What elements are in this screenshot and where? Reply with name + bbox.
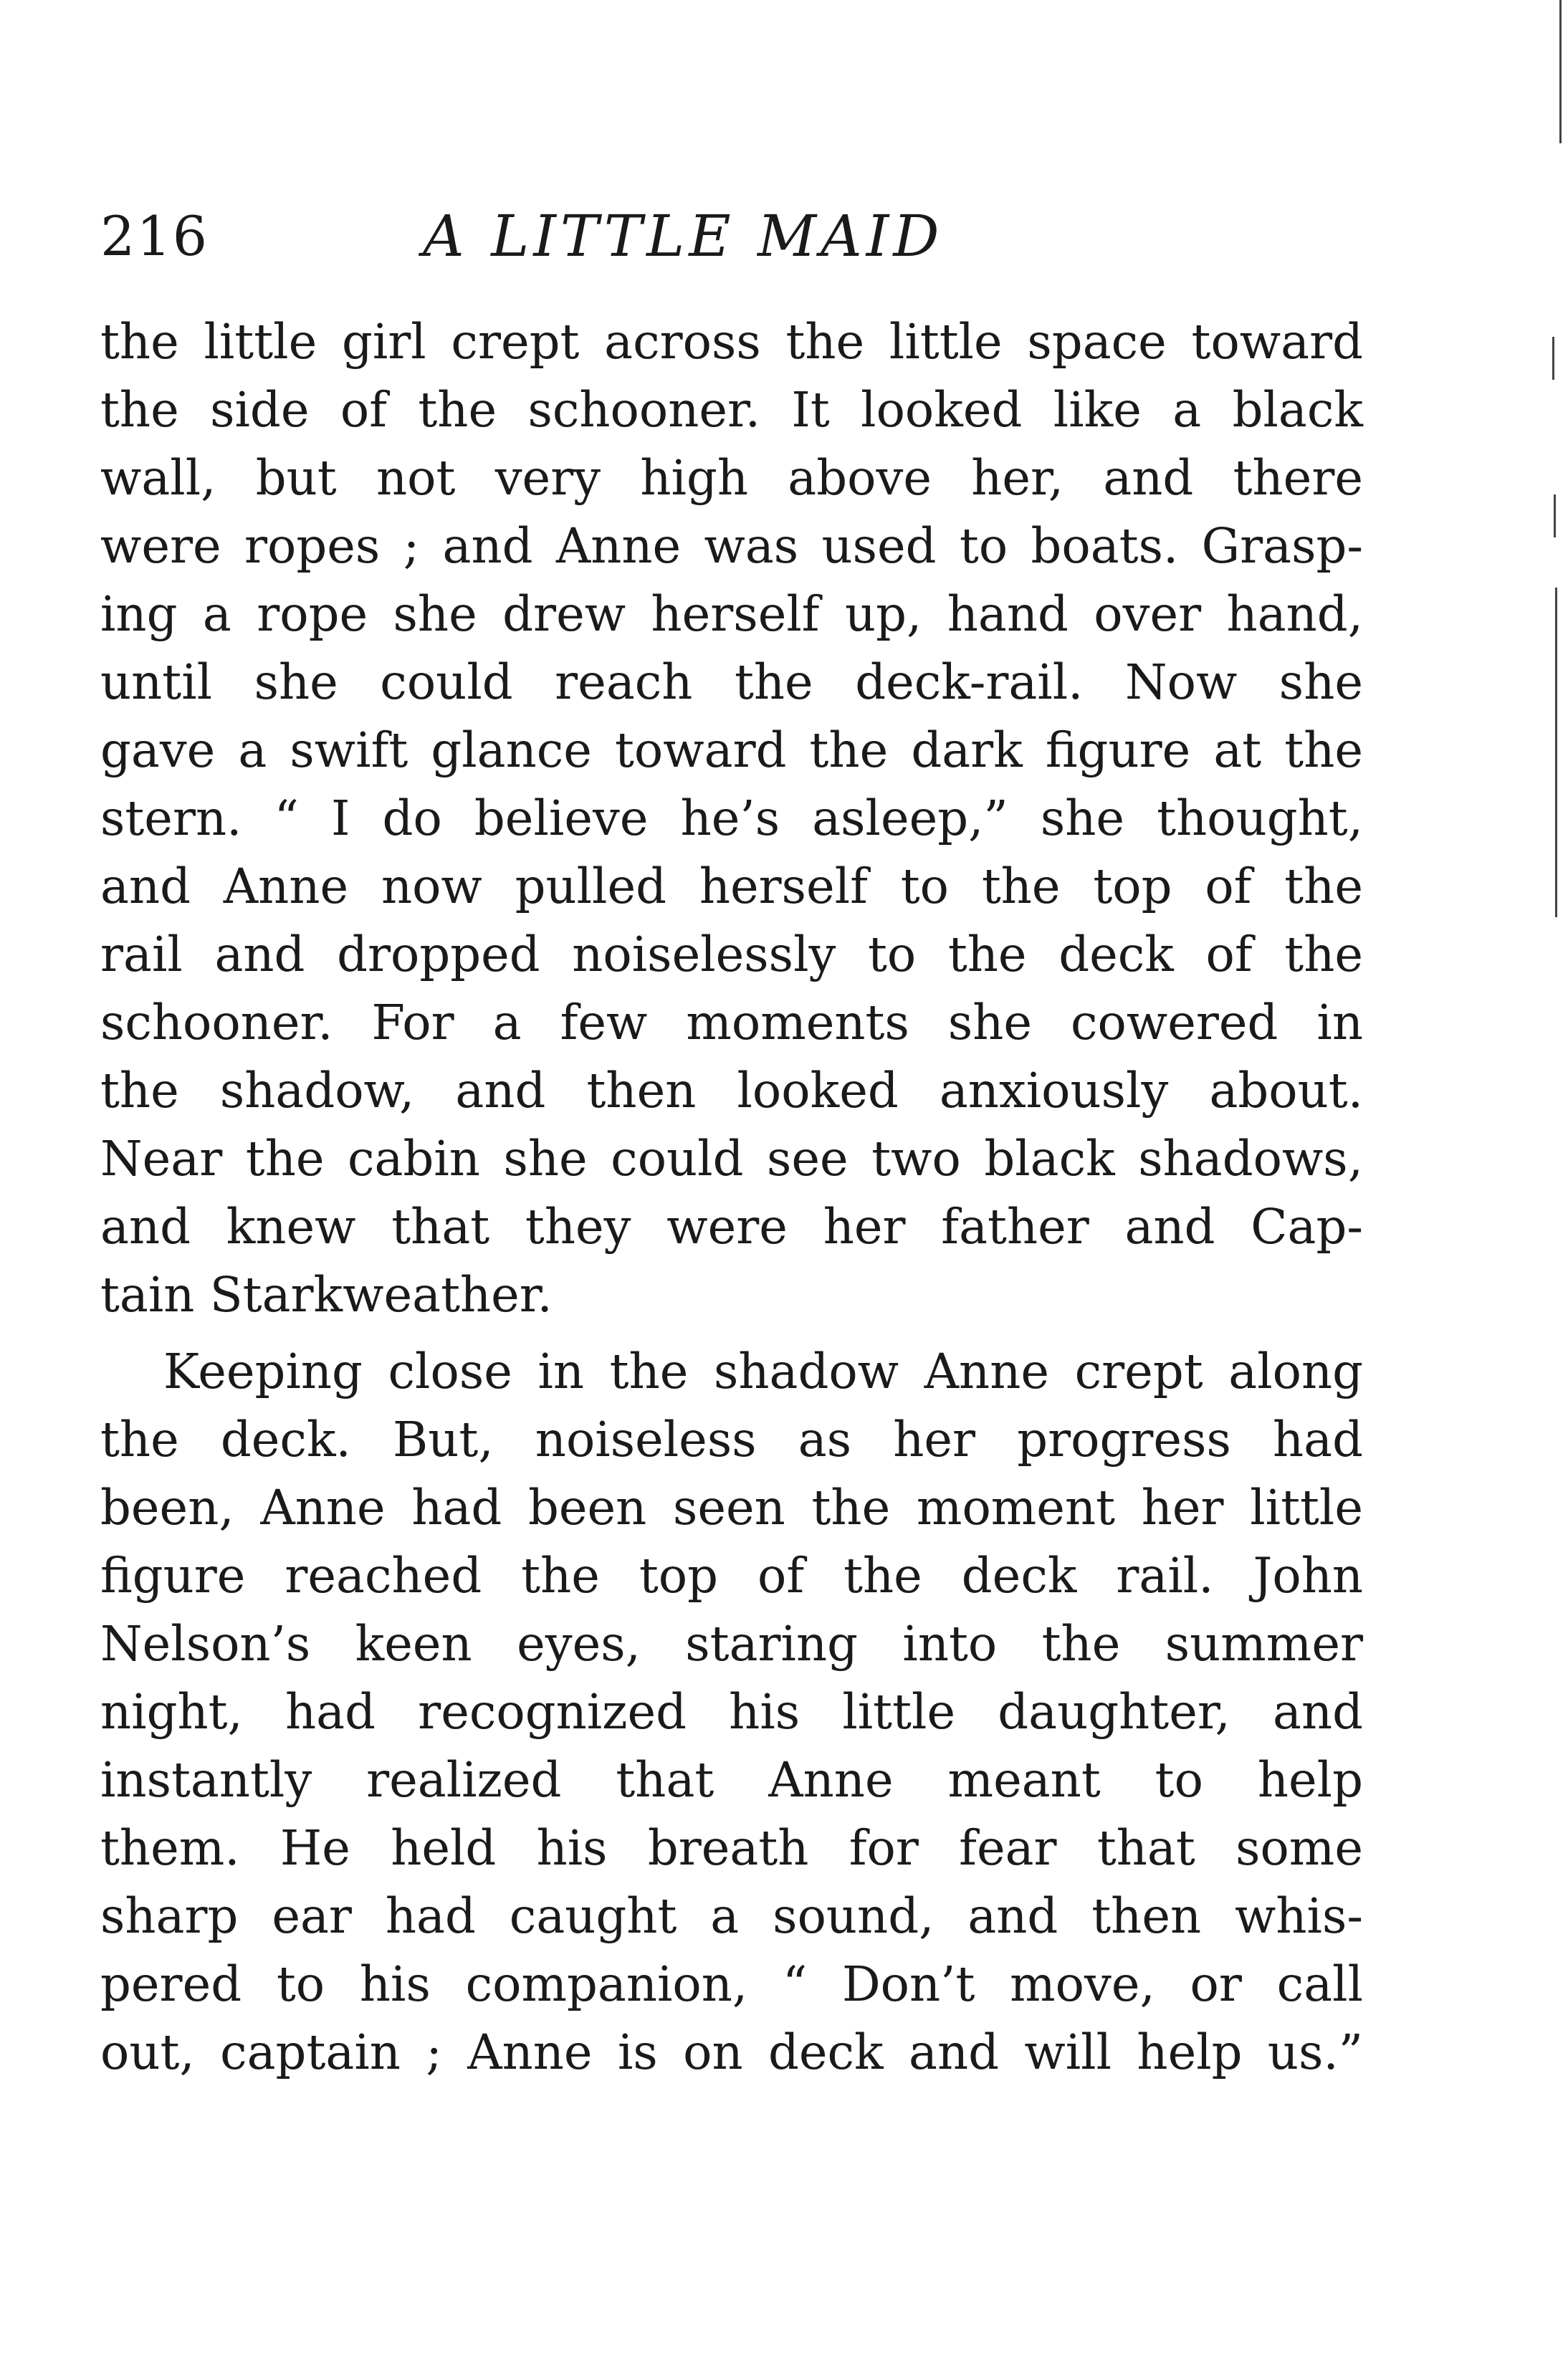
text-line: stern. “ I do believe he’s asleep,” she thought, <box>100 790 1363 846</box>
paragraph-gap <box>100 1329 1363 1338</box>
text-line: them. He held his breath for fear that some <box>100 1820 1363 1876</box>
text-line: until she could reach the deck-rail. Now she <box>100 654 1363 710</box>
text-line: pered to his companion, “ Don’t move, or call <box>100 1956 1363 2012</box>
scan-edge-mark <box>1552 337 1554 380</box>
body-text <box>100 308 1363 2087</box>
text-line: out, captain ; Anne is on deck and will help us.” <box>100 2024 1363 2080</box>
paragraph-1 <box>100 308 1363 1329</box>
text-line: ing a rope she drew herself up, hand over hand, <box>100 586 1363 642</box>
scan-edge-mark <box>1559 0 1562 143</box>
text-line: wall, but not very high above her, and there <box>100 450 1363 506</box>
text-line: the little girl crept across the little space toward <box>100 314 1363 370</box>
running-title: A LITTLE MAID <box>423 203 944 269</box>
text-line: tain Starkweather. <box>100 1267 553 1323</box>
text-line: schooner. For a few moments she cowered in <box>100 995 1363 1051</box>
text-line: Near the cabin she could see two black shadows, <box>100 1131 1363 1187</box>
text-line: Nelson’s keen eyes, staring into the summer <box>100 1616 1363 1672</box>
paragraph-2 <box>100 1338 1363 2087</box>
text-line: Keeping close in the shadow Anne crept along <box>163 1344 1363 1399</box>
text-line: the side of the schooner. It looked like a black <box>100 382 1363 438</box>
text-line: instantly realized that Anne meant to help <box>100 1752 1363 1808</box>
text-line: the deck. But, noiseless as her progress had <box>100 1412 1363 1468</box>
scan-edge-mark <box>1555 588 1557 917</box>
text-line: night, had recognized his little daughter, and <box>100 1684 1363 1740</box>
text-line: rail and dropped noiselessly to the deck of the <box>100 927 1363 982</box>
text-line: figure reached the top of the deck rail. John <box>100 1548 1363 1604</box>
text-line: and knew that they were her father and Cap- <box>100 1199 1363 1255</box>
scan-edge-mark <box>1554 494 1556 537</box>
text-line: were ropes ; and Anne was used to boats. Grasp- <box>100 518 1363 574</box>
text-line: and Anne now pulled herself to the top of the <box>100 858 1363 914</box>
page-number: 216 <box>100 204 209 268</box>
page-header <box>100 197 1376 276</box>
text-line: sharp ear had caught a sound, and then whis- <box>100 1888 1363 1944</box>
text-line: the shadow, and then looked anxiously about. <box>100 1063 1363 1119</box>
text-line: been, Anne had been seen the moment her little <box>100 1480 1363 1536</box>
text-line: gave a swift glance toward the dark figure at the <box>100 722 1363 778</box>
